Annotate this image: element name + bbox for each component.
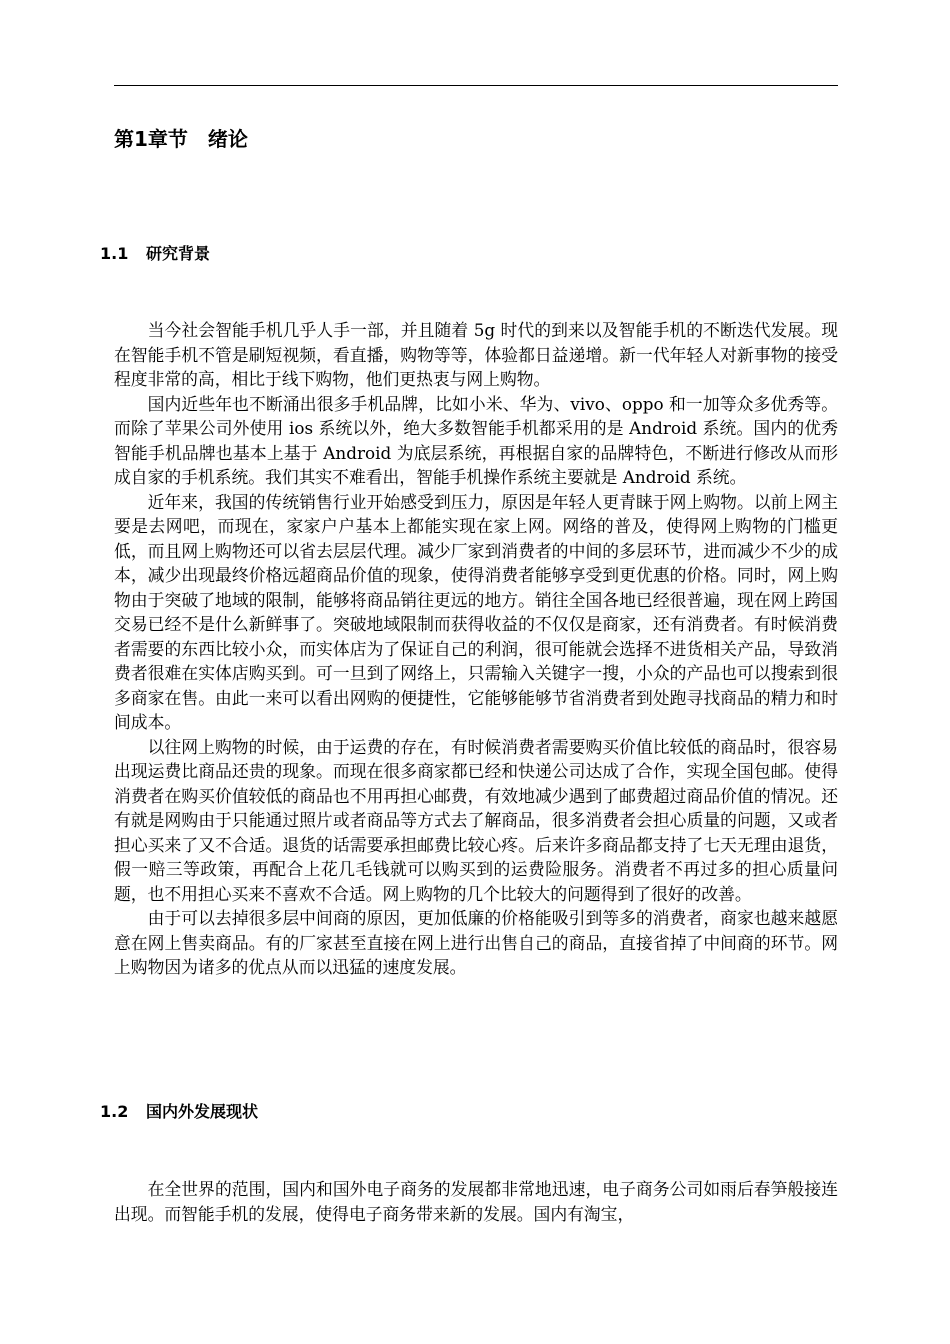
paragraph: 近年来，我国的传统销售行业开始感受到压力，原因是年轻人更青睐于网上购物。以前上网主要是去网吧，而现在，家家户户基本上都能实现在家上网。网络的普及，使得网上购物的门槛更低，而且网上购物还可以省去层层代理。减少厂家到消费者的中间的多层环节，进而减少不少的成本，减少出现最终价格远超商品价值的现象，使得消费者能够享受到更优惠的价格。同时，网上购物由于突破了地域的限制，能够将商品销往更远的地方。销往全国各地已经很普遍，现在网上跨国交易已经不是什么新鲜事了。突破地域限制而获得收益的不仅仅是商家，还有消费者。有时候消费者需要的东西比较小众，而实体店为了保证自己的利润，很可能就会选择不进货相关产品，导致消费者很难在实体店购买到。可一旦到了网络上，只需输入关键字一搜，小众的产品也可以搜索到很多商家在售。由此一来可以看出网购的便捷性，它能够能够节省消费者到处跑寻找商品的精力和时间成本。 bbox=[114, 491, 838, 732]
paragraph: 在全世界的范围，国内和国外电子商务的发展都非常地迅速，电子商务公司如雨后春笋般接连出现。而智能手机的发展，使得电子商务带来新的发展。国内有淘宝， bbox=[114, 1179, 838, 1224]
chapter-title: 第1章节 绪论 bbox=[114, 127, 248, 151]
paragraph: 当今社会智能手机几乎人手一部，并且随着 5g 时代的到来以及智能手机的不断迭代发展。现在智能手机不管是刷短视频，看直播，购物等等，体验都日益递增。新一代年轻人对新事物的接受程度非常的高，相比于线下购物，他们更热衷与网上购物。 bbox=[114, 320, 838, 389]
section-title-text: 研究背景 bbox=[146, 244, 211, 263]
section-heading-1-1 bbox=[100, 242, 210, 266]
header-rule bbox=[114, 85, 838, 86]
section-number: 1.1 bbox=[100, 244, 129, 263]
section-heading-1-2 bbox=[100, 1100, 258, 1124]
paragraph: 由于可以去掉很多层中间商的原因，更加低廉的价格能吸引到等多的消费者，商家也越来越愿意在网上售卖商品。有的厂家甚至直接在网上进行出售自己的商品，直接省掉了中间商的环节。网上购物因为诸多的优点从而以迅猛的速度发展。 bbox=[114, 908, 838, 977]
paragraph: 国内近些年也不断涌出很多手机品牌，比如小米、华为、vivo、oppo 和一加等众多优秀等。而除了苹果公司外使用 ios 系统以外，绝大多数智能手机都采用的是 Android 系统。国内的优秀智能手机品牌也基本上基于 Android 为底层系统，再根据自家的品牌特色，不断进行修改从而形成自家的手机系统。我们其实不难看出，智能手机操作系统主要就是 Android 系统。 bbox=[114, 393, 838, 487]
section-1-2-body bbox=[114, 1177, 838, 1226]
section-number: 1.2 bbox=[100, 1102, 129, 1121]
section-1-1-body bbox=[114, 318, 838, 980]
section-title-text: 国内外发展现状 bbox=[146, 1102, 259, 1121]
paragraph: 以往网上购物的时候，由于运费的存在，有时候消费者需要购买价值比较低的商品时，很容易出现运费比商品还贵的现象。而现在很多商家都已经和快递公司达成了合作，实现全国包邮。使得消费者在购买价值较低的商品也不用再担心邮费，有效地减少遇到了邮费超过商品价值的情况。还有就是网购由于只能通过照片或者商品等方式去了解商品，很多消费者会担心质量的问题，又或者担心买来了又不合适。退货的话需要承担邮费比较心疼。后来许多商品都支持了七天无理由退货，假一赔三等政策，再配合上花几毛钱就可以购买到的运费险服务。消费者不再过多的担心质量问题，也不用担心买来不喜欢不合适。网上购物的几个比较大的问题得到了很好的改善。 bbox=[114, 736, 838, 904]
